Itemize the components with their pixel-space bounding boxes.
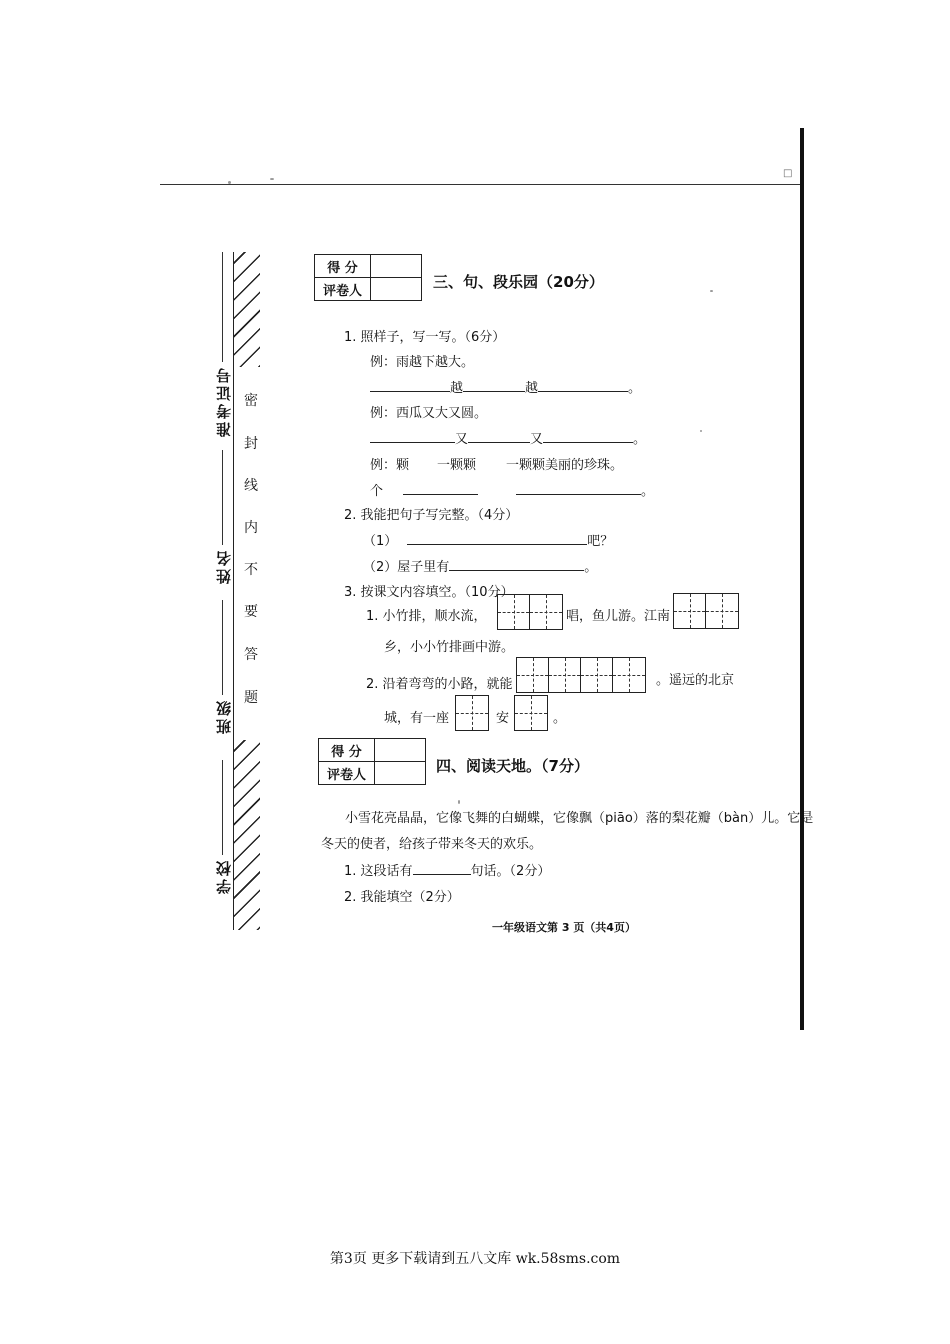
q2-line-1-prefix: （1） [363, 534, 398, 549]
tianzige-cell[interactable] [517, 658, 549, 692]
hatch-top [234, 252, 260, 367]
q3-1-part-c: 乡，小小竹排画中游。 [384, 640, 515, 655]
example-2: 例：西瓜又大又圆。 [370, 406, 488, 421]
blank[interactable] [370, 428, 455, 443]
blank[interactable] [407, 530, 587, 545]
score-label: 得 分 [319, 739, 375, 762]
tianzige-cell[interactable] [549, 658, 581, 692]
example-1: 例：雨越下越大。 [370, 355, 475, 370]
q2-line-2-prefix: （2）屋子里有 [363, 560, 450, 575]
fill-char: 个 [370, 484, 384, 499]
tianzige-cell[interactable] [456, 696, 488, 730]
hatch-bottom [234, 740, 260, 930]
period: 。 [633, 432, 647, 447]
fill-line-1 [370, 377, 641, 396]
section3-title: 三、句、段乐园（20分） [433, 273, 604, 291]
passage-line-1: 小雪花亮晶晶，它像飞舞的白蝴蝶，它像飘（piāo）落的梨花瓣（bàn）儿。它是 [345, 811, 814, 826]
class-label: 班级 [215, 698, 233, 734]
scan-speck [270, 178, 274, 180]
q3-1-part-a: 1. 小竹排，顺水流， [366, 609, 487, 624]
q3-2-part-e: 。 [553, 711, 567, 726]
tianzige-cell[interactable] [674, 594, 706, 628]
tianzige-grid[interactable] [514, 695, 548, 731]
example-3-end: 一颗颗美丽的珍珠。 [506, 458, 624, 473]
tianzige-cell[interactable] [515, 696, 547, 730]
blank[interactable] [543, 428, 633, 443]
q2-title: 2. 我能把句子写完整。（4分） [344, 508, 519, 523]
scan-speck [458, 800, 460, 804]
grader-cell[interactable] [375, 762, 426, 785]
q2-line-2-suffix: 。 [584, 560, 598, 575]
seal-char: 封 [244, 436, 258, 452]
seal-char: 答 [244, 647, 258, 663]
score-cell[interactable] [375, 739, 426, 762]
passage-line-2: 冬天的使者，给孩子带来冬天的欢乐。 [321, 837, 543, 852]
tianzige-cell[interactable] [581, 658, 613, 692]
tianzige-cell[interactable] [706, 594, 738, 628]
blank[interactable] [538, 377, 628, 392]
tianzige-grid[interactable] [516, 657, 646, 693]
name-fill-line [222, 450, 223, 545]
seal-char: 题 [244, 690, 258, 706]
scan-speck [700, 430, 702, 432]
admission-fill-line [222, 252, 223, 362]
page-number: 一年级语文第 3 页（共4页） [492, 921, 636, 934]
q3-2-part-a: 2. 沿着弯弯的小路，就能 [366, 677, 513, 692]
footer-text: 第3页 更多下载请到五八文库 wk.58sms.com [329, 1251, 621, 1267]
admission-number-label: 准考证号 [215, 365, 233, 437]
seal-char: 内 [244, 520, 258, 536]
class-fill-line [222, 600, 223, 695]
school-label: 学校 [215, 858, 233, 894]
tianzige-grid[interactable] [455, 695, 489, 731]
q3-title: 3. 按课文内容填空。（10分） [344, 585, 514, 600]
period: 。 [628, 381, 642, 396]
grader-cell[interactable] [371, 278, 422, 301]
s4-q1 [344, 860, 550, 879]
corner-mark: □ [783, 168, 793, 179]
example-3-mid: 一颗颗 [437, 458, 477, 473]
tianzige-cell[interactable] [498, 595, 530, 629]
blank[interactable] [370, 377, 450, 392]
q3-2-part-c: 城，有一座 [384, 711, 450, 726]
s4-q1-prefix: 1. 这段话有 [344, 864, 413, 879]
blank[interactable] [463, 377, 525, 392]
blank[interactable] [516, 480, 641, 495]
score-table-section4 [318, 738, 426, 785]
school-fill-line [222, 760, 223, 855]
score-label: 得 分 [315, 255, 371, 278]
seal-char: 密 [244, 393, 258, 409]
scan-speck [228, 181, 231, 184]
q2-line-2 [363, 556, 597, 575]
grader-label: 评卷人 [315, 278, 371, 301]
seal-char: 要 [244, 604, 258, 620]
fill-char: 越 [450, 381, 464, 396]
q2-line-1-suffix: 吧？ [587, 534, 614, 549]
period: 。 [641, 484, 655, 499]
q3-2-part-b: 。遥远的北京 [656, 673, 735, 688]
tianzige-grid[interactable] [497, 594, 563, 630]
score-cell[interactable] [371, 255, 422, 278]
tianzige-grid[interactable] [673, 593, 739, 629]
fill-line-2 [370, 428, 646, 447]
right-border-bar [800, 128, 804, 1030]
seal-char: 不 [244, 562, 258, 578]
grader-label: 评卷人 [319, 762, 375, 785]
fill-char: 又 [455, 432, 469, 447]
blank[interactable] [413, 860, 471, 875]
example-3 [370, 454, 623, 473]
q2-line-1 [363, 530, 613, 549]
tianzige-cell[interactable] [613, 658, 645, 692]
score-table-section3 [314, 254, 422, 301]
q3-2-part-d: 安 [496, 711, 510, 726]
q3-1-part-b: 唱，鱼儿游。江南 [566, 609, 671, 624]
top-rule [160, 184, 800, 185]
blank[interactable] [468, 428, 530, 443]
fill-char: 越 [525, 381, 539, 396]
blank[interactable] [403, 480, 478, 495]
fill-char: 又 [530, 432, 544, 447]
section4-title: 四、阅读天地。（7分） [436, 757, 589, 775]
seal-char: 线 [244, 478, 258, 494]
name-label: 姓名 [215, 548, 233, 584]
example-3-prefix: 例：颗 [370, 458, 410, 473]
scan-speck [710, 290, 713, 292]
fill-line-3 [370, 480, 654, 499]
tianzige-cell[interactable] [530, 595, 562, 629]
s4-q2: 2. 我能填空（2分） [344, 890, 460, 905]
s4-q1-suffix: 句话。（2分） [470, 864, 551, 879]
blank[interactable] [449, 556, 584, 571]
q1-title: 1. 照样子，写一写。（6分） [344, 330, 506, 345]
